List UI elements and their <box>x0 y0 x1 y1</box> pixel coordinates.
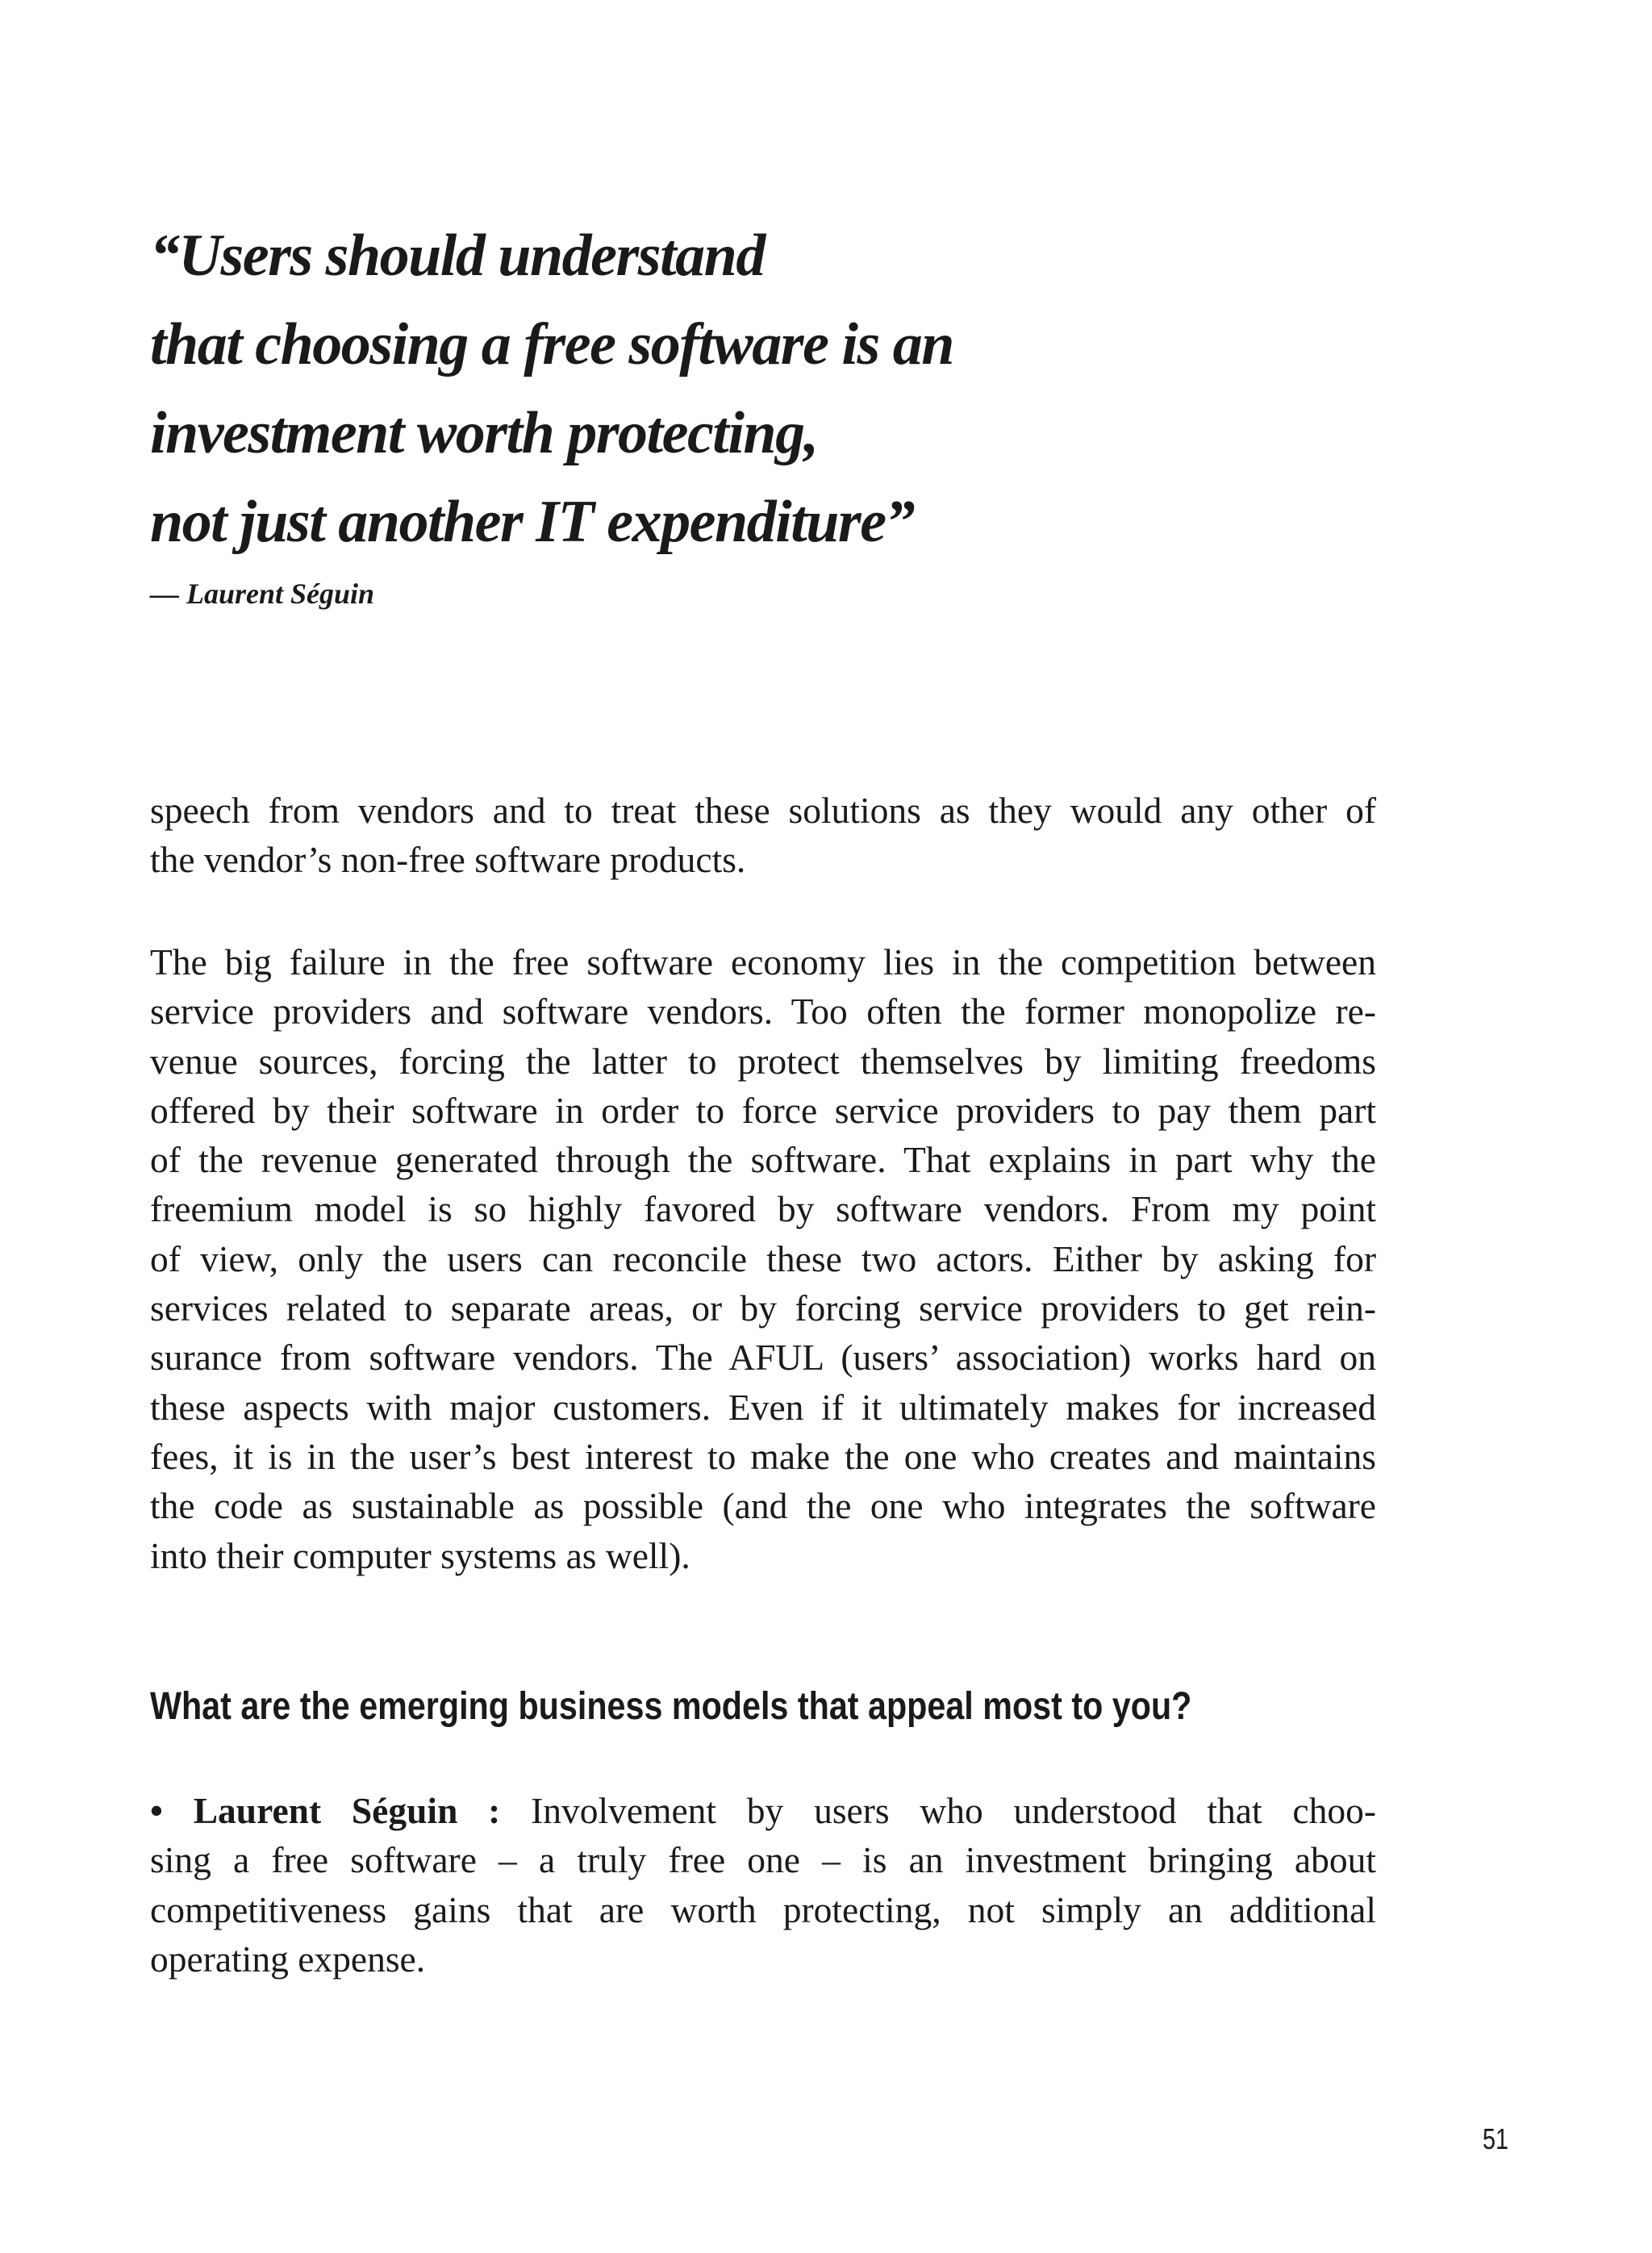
pull-quote <box>150 211 1279 566</box>
speaker-name: • Laurent Séguin : <box>150 1790 501 1831</box>
page-number: 51 <box>1483 2122 1509 2155</box>
paragraph-line: services related to separate areas, or by forcing service providers to get rein- <box>150 1287 1376 1329</box>
paragraph-line: freemium model is so highly favored by software vendors. From my point <box>150 1188 1376 1230</box>
interview-answer <box>150 1786 1376 1984</box>
pull-quote-line: “Users should understand <box>150 223 765 289</box>
paragraph <box>150 786 1376 885</box>
paragraph-line: service providers and software vendors. Too often the former monopolize re- <box>150 991 1376 1033</box>
paragraph-line: of the revenue generated through the software. That explains in part why the <box>150 1139 1376 1181</box>
paragraph-line: into their computer systems as well). <box>150 1534 690 1576</box>
paragraph-line: sing a free software – a truly free one – is an investment bringing about <box>150 1839 1376 1881</box>
paragraph-line: the code as sustainable as possible (and the one who integrates the software <box>150 1485 1376 1527</box>
pull-quote-line: that choosing a free software is an <box>150 311 953 378</box>
paragraph <box>150 937 1376 1580</box>
pull-quote-attribution: — Laurent Séguin <box>150 578 375 610</box>
pull-quote-line: not just another IT expenditure” <box>150 489 915 555</box>
paragraph-line: offered by their software in order to force service providers to pay them part <box>150 1089 1376 1131</box>
answer-first-line <box>150 1786 1376 1835</box>
paragraph-line: competitiveness gains that are worth protecting, not simply an additional <box>150 1888 1376 1930</box>
answer-text: Involvement by users who understood that choo- <box>531 1790 1377 1831</box>
paragraph-line: venue sources, forcing the latter to protect themselves by limiting freedoms <box>150 1040 1376 1082</box>
paragraph-line: speech from vendors and to treat these solutions as they would any other of <box>150 790 1376 831</box>
paragraph-line: these aspects with major customers. Even if it ultimately makes for increased <box>150 1386 1376 1428</box>
paragraph-line: surance from software vendors. The AFUL (users’ association) works hard on <box>150 1337 1376 1379</box>
section-heading: What are the emerging business models that appeal most to you? <box>150 1685 1192 1728</box>
paragraph-line: The big failure in the free software economy lies in the competition between <box>150 941 1376 983</box>
paragraph-line: operating expense. <box>150 1938 426 1980</box>
paragraph-line: the vendor’s non-free software products. <box>150 839 746 881</box>
pull-quote-line: investment worth protecting, <box>150 400 818 466</box>
paragraph-line: of view, only the users can reconcile these two actors. Either by asking for <box>150 1237 1376 1279</box>
paragraph-line: fees, it is in the user’s best interest to make the one who creates and maintains <box>150 1435 1376 1477</box>
